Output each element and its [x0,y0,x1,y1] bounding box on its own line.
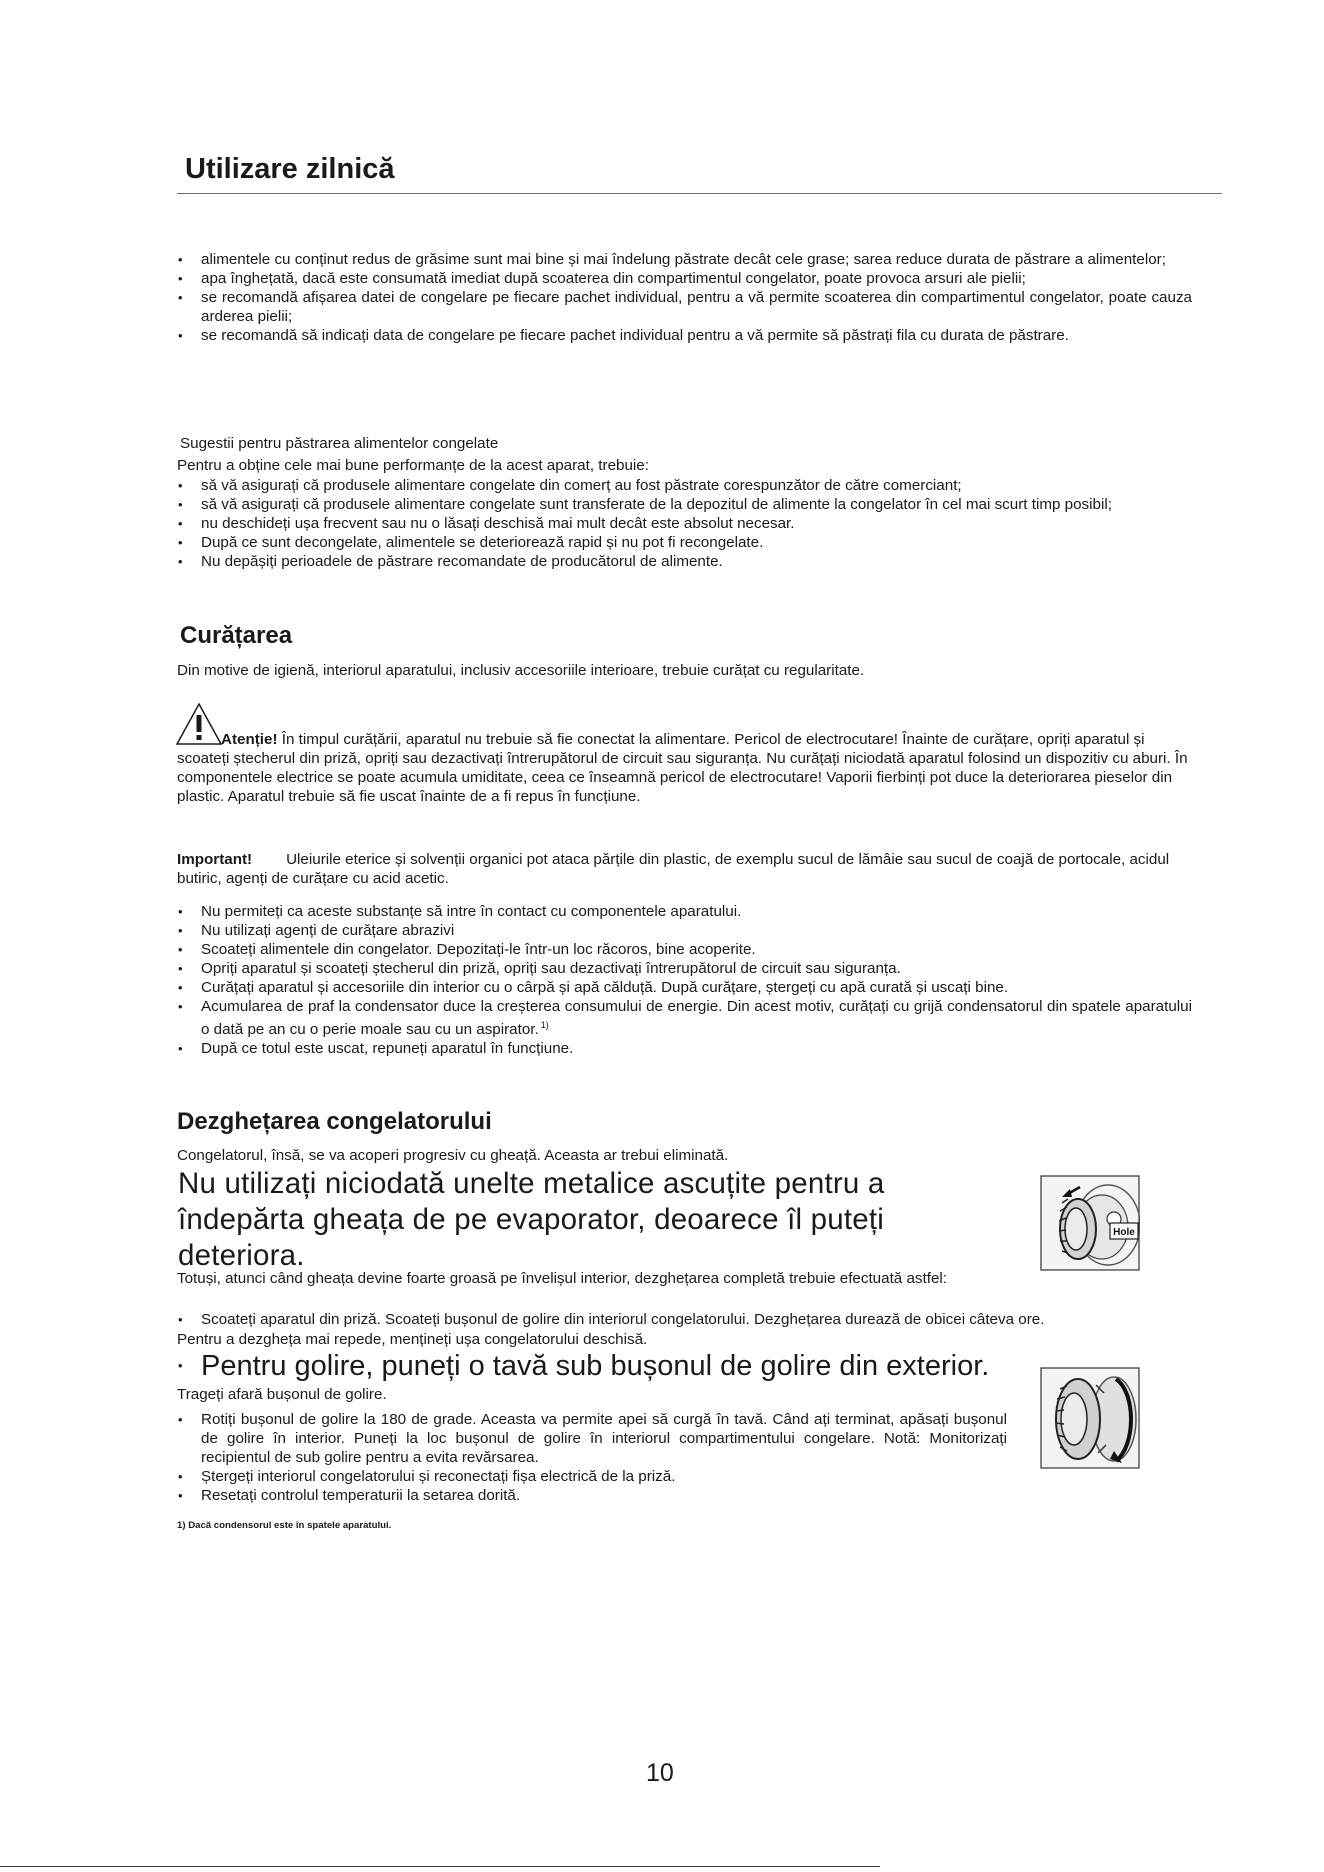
list-item: • apa înghețată, dacă este consumată imediat după scoaterea din compartimentul congelator, poate provoca arsuri ale pielii; [177,269,1192,288]
defrost-unplug-list [177,1310,1217,1329]
drain-plug-rotate-image [1040,1367,1140,1469]
page-title: Utilizare zilnică [185,153,395,185]
cleaning-bullet-list [177,902,1192,1058]
list-item: • Curățați aparatul și accesoriile din interior cu o cârpă și apă călduță. După curățare, ștergeți cu apă curată și uscați bine. [177,978,1192,997]
dust-bullet-text: Acumularea de praf la condensator duce la creșterea consumului de energie. Din acest motiv, curățați cu grijă condensatorul din spatele aparatului o dată pe an cu o perie moale sau cu un aspirator. [201,998,1192,1039]
important-label: Important! [177,851,253,868]
defrost-pull: Trageți afară bușonul de golire. [177,1386,387,1403]
defrost-faster: Pentru a dezgheța mai repede, mențineți ușa congelatorului deschisă. [177,1331,648,1348]
list-item: • Resetați controlul temperaturii la setarea dorită. [177,1486,1007,1505]
footnote: 1) Dacă condensorul este în spatele aparatului. [177,1520,392,1531]
list-item: • să vă asigurați că produsele alimentare congelate din comerț au fost păstrate corespunzător de către comerciant; [177,476,1192,495]
title-rule [177,193,1222,194]
list-item: • Nu utilizați agenți de curățare abrazivi [177,921,1192,940]
list-item: • alimentele cu conținut redus de grăsime sunt mai bine și mai îndelung păstrate decât cele grase; sarea reduce durata de păstrare a alimentelor; [177,250,1192,269]
list-item: • Nu depășiți perioadele de păstrare recomandate de producătorul de alimente. [177,552,1192,571]
list-item: • Scoateți alimentele din congelator. Depozitați-le într-un loc răcoros, bine acoperite. [177,940,1192,959]
tips-heading: Sugestii pentru păstrarea alimentelor congelate [180,435,499,452]
list-item: • Rotiți bușonul de golire la 180 de grade. Aceasta va permite apei să curgă în tavă. Când ați terminat, apăsați bușonul de golire în interior. Puneți la loc bușonul de golire în interiorul compartimentului congelare. Notă: Monitorizați recipientul de sub golire pentru a evita revărsarea. [177,1410,1007,1467]
list-item: • Scoateți aparatul din priză. Scoateți bușonul de golire din interiorul congelatorului. Dezghețarea durează de obicei câteva ore. [177,1310,1217,1329]
defrost-however: Totuși, atunci când gheața devine foarte groasă pe învelișul interior, dezghețarea completă trebuie efectuată astfel: [177,1270,947,1287]
tips-intro: Pentru a obține cele mai bune performanțe de la acest aparat, trebuie: [177,457,649,474]
defrost-big-warning: Nu utilizați niciodată unelte metalice ascuțite pentru a îndepărta gheața de pe evaporator, deoarece îl puteți deteriora. [178,1167,885,1272]
defrost-bullet-list [177,1410,1007,1505]
list-item: • să vă asigurați că produsele alimentare congelate sunt transferate de la depozitul de alimente la congelator în cel mai scurt timp posibil; [177,495,1192,514]
intro-bullet-list [177,250,1192,345]
tips-bullet-list [177,476,1192,571]
list-item: • Ștergeți interiorul congelatorului și reconectați fișa electrică de la priză. [177,1467,1007,1486]
important-text: Uleiurile eterice și solvenții organici pot ataca părțile din plastic, de exemplu sucul de lămâie sau sucul de coajă de portocale, acidul butiric, agenți de curățare cu acid acetic. [177,851,1170,887]
warning-label: Atenție! [221,731,278,748]
list-item [177,997,1192,1039]
list-item: • După ce totul este uscat, repuneți aparatul în funcțiune. [177,1039,1192,1058]
cleaning-intro: Din motive de igienă, interiorul aparatului, inclusiv accesoriile interioare, trebuie curățat cu regularitate. [177,662,865,679]
list-item: • nu deschideți ușa frecvent sau nu o lăsați deschisă mai mult decât este absolut necesar. [177,514,1192,533]
defrost-heading: Dezghețarea congelatorului [177,1108,492,1135]
defrost-big-bullet-list [177,1349,1037,1383]
list-item: • se recomandă să indicați data de congelare pe fiecare pachet individual pentru a vă permite să păstrați fila cu durata de păstrare. [177,326,1192,345]
drain-plug-hole-image [1040,1175,1140,1271]
list-item: • Opriți aparatul și scoateți ștecherul din priză, opriți sau dezactivați întrerupătorul de circuit sau siguranța. [177,959,1192,978]
page-number: 10 [646,1759,674,1787]
list-item: • După ce sunt decongelate, alimentele se deteriorează rapid și nu pot fi recongelate. [177,533,1192,552]
footnote-mark: 1) [540,1020,549,1030]
warning-text: În timpul curățării, aparatul nu trebuie să fie conectat la alimentare. Pericol de electrocutare! Înainte de curățare, opriți aparatul și scoateți ștecherul din priză, opriți sau dezactivați întrerupătorul de circuit sau siguranța. Nu curățați niciodată aparatul folosind un dispozitiv cu aburi. În componentele electrice se poate acumula umiditate, ceea ce înseamnă pericol de electrocutare! Vaporii fierbinți pot duce la deteriorarea pieselor din plastic. Aparatul trebuie să fie uscat înainte de a fi repus în funcțiune. [177,731,1188,805]
cleaning-heading: Curățarea [180,622,293,649]
list-item: • se recomandă afișarea datei de congelare pe fiecare pachet individual, pentru a vă permite scoaterea din compartimentul congelator, poate cauza arderea pielii; [177,288,1192,326]
cleaning-warning [177,730,1192,806]
defrost-intro: Congelatorul, însă, se va acoperi progresiv cu gheață. Aceasta ar trebui eliminată. [177,1147,729,1164]
bottom-rule [0,1866,880,1867]
important-note [177,850,1205,888]
hole-label: Hole [1113,1227,1135,1238]
list-item: • Nu permiteți ca aceste substanțe să intre în contact cu componentele aparatului. [177,902,1192,921]
list-item: • Pentru golire, puneți o tavă sub bușonul de golire din exterior. [177,1349,1037,1383]
